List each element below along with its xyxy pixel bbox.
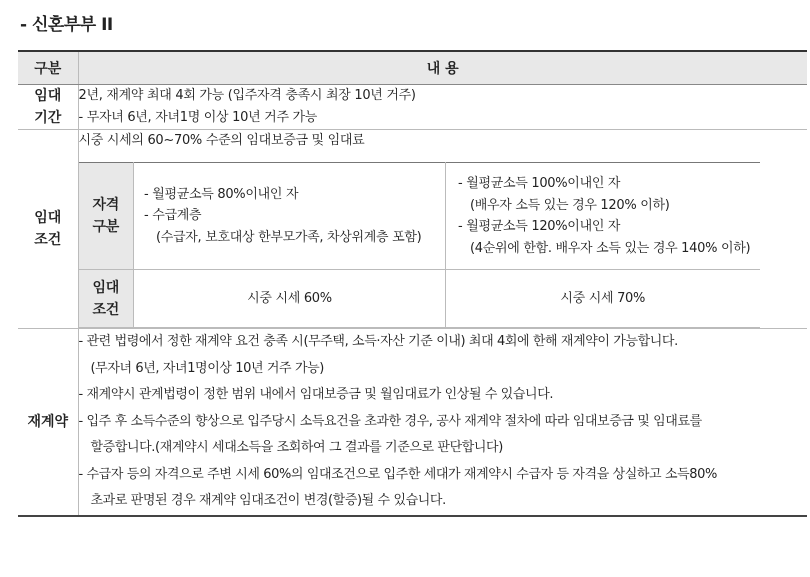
renewal-line: - 재계약시 관계법령이 정한 범위 내에서 임대보증금 및 월임대료가 인상될 수 있습니다. — [78, 387, 554, 402]
qualification-tier1: - 월평균소득 80%이내인 자 - 수급계층 (수급자, 보호대상 한부모가족, 차상위계층 포함) — [134, 163, 446, 270]
period-content — [78, 85, 807, 130]
renewal-line: - 입주 후 소득수준의 향상으로 입주당시 소득요건을 초과한 경우, 공사 재계약 절차에 따라 임대보증금 및 임대료를 — [78, 413, 702, 429]
header-content: 내 용 — [78, 51, 807, 85]
conditions-row — [18, 130, 807, 329]
section-title: - 신혼부부 II — [20, 15, 113, 35]
renewal-content — [78, 329, 807, 516]
qualification-label: 자격 구분 — [79, 163, 134, 270]
conditions-content — [78, 130, 807, 329]
renewal-line: 할증합니다.(재계약시 세대소득을 조회하여 그 결과를 기준으로 판단합니다) — [90, 440, 503, 455]
period-line: - 무자녀 6년, 자녀1명 이상 10년 거주 가능 — [78, 110, 318, 125]
conditions-label: 임대 조건 — [18, 130, 78, 329]
conditions-intro: 시중 시세의 60~70% 수준의 임대보증금 및 임대료 — [78, 133, 365, 148]
rent-tier1: 시중 시세 60% — [134, 270, 446, 328]
renewal-line: 초과로 판명된 경우 재계약 임대조건이 변경(할증)될 수 있습니다. — [90, 493, 446, 508]
qualification-row — [79, 163, 760, 270]
rent-tier2: 시중 시세 70% — [446, 270, 760, 328]
renewal-label: 재계약 — [18, 329, 78, 516]
period-line: 2년, 재계약 최대 4회 가능 (입주자격 충족시 최장 10년 거주) — [78, 88, 416, 103]
renewal-row — [18, 329, 807, 516]
rent-row — [79, 270, 760, 328]
qualification-tier2: - 월평균소득 100%이내인 자 (배우자 소득 있는 경우 120% 이하) - 월평균소득 120%이내인 자 (4순위에 한함. 배우자 소득 있는 경우 140% 이하) — [446, 163, 760, 270]
conditions-inner-table — [79, 162, 760, 328]
renewal-line: - 수급자 등의 자격으로 주변 시세 60%의 임대조건으로 입주한 세대가 재계약시 수급자 등 자격을 상실하고 소득80% — [78, 466, 717, 482]
table-header-row — [18, 51, 807, 85]
header-category: 구분 — [18, 51, 78, 85]
housing-info-table — [18, 50, 807, 517]
renewal-line: (무자녀 6년, 자녀1명이상 10년 거주 가능) — [90, 360, 324, 376]
rent-label: 임대 조건 — [79, 270, 134, 328]
period-row — [18, 85, 807, 130]
renewal-line: - 관련 법령에서 정한 재계약 요건 충족 시(무주택, 소득·자산 기준 이내) 최대 4회에 한해 재계약이 가능합니다. — [78, 334, 678, 349]
period-label: 임대 기간 — [18, 85, 78, 130]
